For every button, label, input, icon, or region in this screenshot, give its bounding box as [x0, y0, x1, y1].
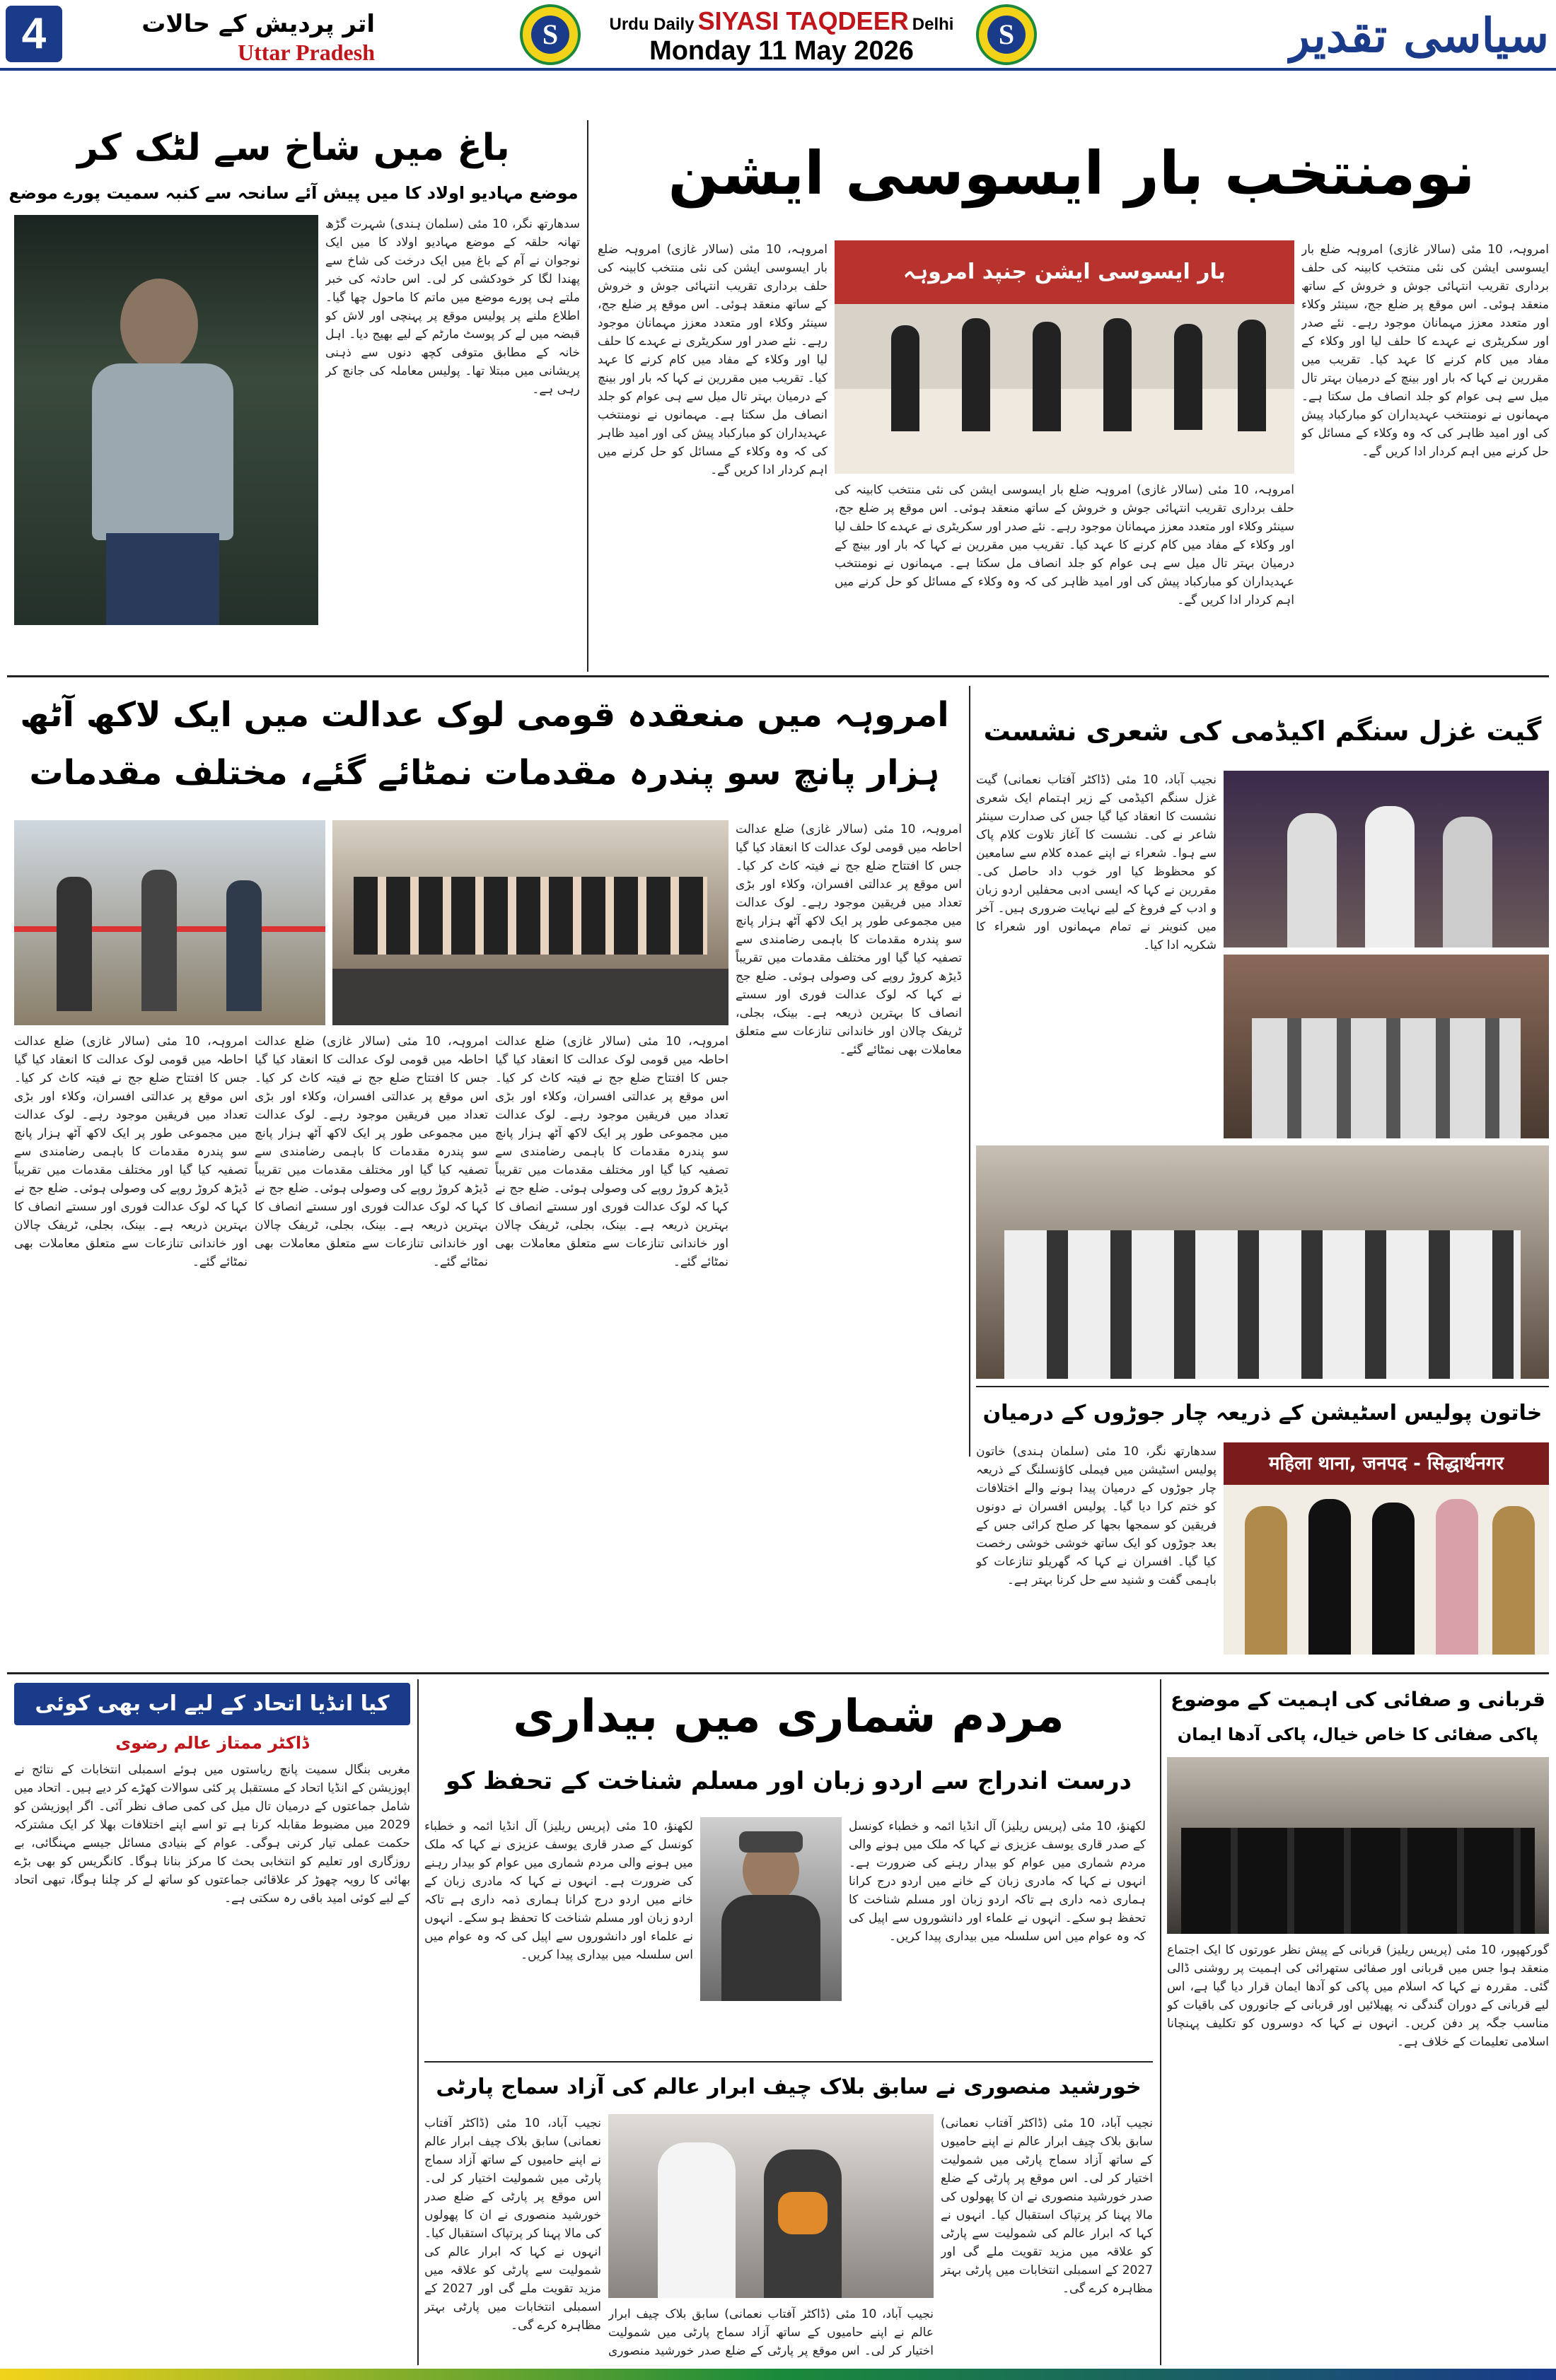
- khurshid-body-1: نجیب آباد، 10 مئی (ڈاکٹر آفتاب نعمانی) سابق بلاک چیف ابرار عالم نے اپنے حامیوں کے ساتھ آزاد سماج پارٹی میں شمولیت اختیار کر لی۔ اس موقع پر پارٹی کے ضلع صدر خورشید منصوری نے ان کا پھولوں کی مالا پہنا کر پرتپاک استقبال کیا۔ انہوں نے کہا کہ ابرار عالم کی شمولیت سے پارٹی کو علاقہ میں مزید تقویت ملے گی اور 2027 کے اسمبلی انتخابات میں پارٹی بہتر مظاہرہ کرے گی۔: [941, 2116, 1153, 2296]
- khurshid-body-2: نجیب آباد، 10 مئی (ڈاکٹر آفتاب نعمانی) سابق بلاک چیف ابرار عالم نے اپنے حامیوں کے ساتھ آزاد سماج پارٹی میں شمولیت اختیار کر لی۔ اس موقع پر پارٹی کے ضلع صدر خورشید منصوری نے ان کا پھولوں کی مالا پہنا کر پرتپاک استقبال کیا۔ انہوں نے کہا کہ ابرار عالم کی شمولیت سے پارٹی کو علاقہ میں مزید تقویت ملے گی اور 2027 کے اسمبلی انتخابات میں پارٹی بہتر مظاہرہ کرے گی۔: [424, 2116, 601, 2333]
- ghazal-photo-3: [976, 1145, 1549, 1379]
- ghazal-photo-2: [1224, 955, 1549, 1138]
- suicide-photo: [14, 215, 318, 625]
- paper-logo: سیاسی تقدیر: [1287, 8, 1549, 63]
- footer-strip: [0, 2369, 1556, 2380]
- qurbani-subheadline: پاکی صفائی کا خاص خیال، پاکی آدھا ایمان: [1177, 1725, 1539, 1744]
- police-station-headline: خاتون پولیس اسٹیشن کے ذریعہ چار جوڑوں کے درمیان: [982, 1401, 1543, 1425]
- bar-association-banner: بار ایسوسی ایشن جنپد امروہہ: [835, 240, 1294, 304]
- lok-adalat-photo-left: [14, 820, 325, 1025]
- paper-label-right: Delhi: [912, 15, 954, 34]
- india-alliance-headline: کیا انڈیا اتحاد کے لیے اب بھی کوئی: [35, 1691, 390, 1716]
- qurbani-photo: [1167, 1757, 1549, 1934]
- india-alliance-author: ڈاکٹر ممتاز عالم رضوی: [115, 1733, 309, 1753]
- ghazal-photo-1: [1224, 771, 1549, 947]
- page-number-badge: [6, 6, 62, 62]
- emblem-right-letter: S: [987, 16, 1026, 54]
- divider-census: [424, 2061, 1153, 2063]
- bar-association-body-2: امروہہ، 10 مئی (سالار غازی) امروہہ ضلع بار ایسوسی ایشن کی نئی منتخب کابینہ کی حلف برداری تقریب انتہائی جوش و خروش کے ساتھ منعقد ہوئی۔ اس موقع پر ضلع جج، سینئر وکلاء اور متعدد معزز مہمانان موجود رہے۔ نئے صدر اور سکریٹری نے عہدے کا حلف لیا اور وکلاء کے مفاد میں کام کرنے کا عہد کیا۔ تقریب میں مقررین نے کہا کہ بار اور بینچ کے درمیان بہتر تال میل سے ہی عوام کو جلد انصاف مل سکتا ہے۔ مہمانوں نے نومنتخب عہدیداران کو مبارکباد پیش کی اور امید ظاہر کی کہ وہ وکلاء کے مسائل کو حل کرنے میں اہم کردار ادا کریں گے۔: [598, 243, 828, 477]
- census-body-2: لکھنؤ، 10 مئی (پریس ریلیز) آل انڈیا ائمہ و خطباء کونسل کے صدر قاری یوسف عزیزی نے کہا کہ ملک میں ہونے والی مردم شماری میں عوام کو بیدار رہنے کی ضرورت ہے۔ انہوں نے کہا کہ مادری زبان کے خانے میں اردو درج کرانا ہماری ذمہ داری ہے تاکہ اردو زبان اور مسلم شناخت کا تحفظ ہو سکے۔ انہوں نے علماء اور دانشوروں سے اپیل کی کہ وہ عوام میں اس سلسلہ میں بیداری پیدا کریں۔: [849, 1819, 1146, 1944]
- census-body-1: لکھنؤ، 10 مئی (پریس ریلیز) آل انڈیا ائمہ و خطباء کونسل کے صدر قاری یوسف عزیزی نے کہا کہ ملک میں ہونے والی مردم شماری میں عوام کو بیدار رہنے کی ضرورت ہے۔ انہوں نے کہا کہ مادری زبان کے خانے میں اردو درج کرانا ہماری ذمہ داری ہے تاکہ اردو زبان اور مسلم شناخت کا تحفظ ہو سکے۔ انہوں نے علماء اور دانشوروں سے اپیل کی کہ وہ عوام میں اس سلسلہ میں بیداری پیدا کریں۔: [424, 1819, 693, 1962]
- bar-association-photo: [835, 240, 1294, 474]
- bar-association-body: امروہہ، 10 مئی (سالار غازی) امروہہ ضلع بار ایسوسی ایشن کی نئی منتخب کابینہ کی حلف برداری تقریب انتہائی جوش و خروش کے ساتھ منعقد ہوئی۔ اس موقع پر ضلع جج، سینئر وکلاء اور متعدد معزز مہمانان موجود رہے۔ نئے صدر اور سکریٹری نے عہدے کا حلف لیا اور وکلاء کے مفاد میں کام کرنے کا عہد کیا۔ تقریب میں مقررین نے کہا کہ بار اور بینچ کے درمیان بہتر تال میل سے ہی عوام کو جلد انصاف مل سکتا ہے۔ مہمانوں نے نومنتخب عہدیداران کو مبارکباد پیش کی اور امید ظاہر کی کہ وہ وکلاء کے مسائل کو حل کرنے میں اہم کردار ادا کریں گے۔: [1301, 243, 1549, 459]
- emblem-left-letter: S: [531, 16, 569, 54]
- police-station-banner: महिला थाना, जनपद - सिद्धार्थनगर: [1224, 1442, 1549, 1485]
- india-alliance-body: مغربی بنگال سمیت پانچ ریاستوں میں ہوئے اسمبلی انتخابات کے نتائج نے اپوزیشن کے انڈیا اتحاد کے مستقبل پر کئی سوالات کھڑے کر دیے ہیں۔ اتحاد میں شامل جماعتوں کے درمیان تال میل کی کمی صاف نظر آئی۔ اگر اپوزیشن کو 2029 میں مضبوط مقابلہ کرنا ہے تو اسے اپنے اختلافات بھلا کر ایک مشترکہ حکمت عملی تیار کرنی ہوگی۔ عوام کے بنیادی مسائل جیسے مہنگائی، بے روزگاری اور تعلیم کو انتخابی بحث کا مرکز بنانا ہوگا۔ کانگریس کو بھی بڑے بھائی کا رویہ چھوڑ کر علاقائی جماعتوں کو ساتھ لے کر چلنا ہوگا، تبھی اتحاد کے لیے کوئی امید باقی رہ سکتی ہے۔: [14, 1763, 410, 1906]
- census-photo: [700, 1817, 842, 2001]
- khurshid-headline: خورشید منصوری نے سابق بلاک چیف ابرار عالم کی آزاد سماج پارٹی: [436, 2075, 1142, 2099]
- divider-h2: [7, 1672, 1549, 1674]
- lok-adalat-headline: امروہہ میں منعقدہ قومی لوک عدالت میں ایک لاکھ آٹھ ہزار پانچ سو پندرہ مقدمات نمٹائے گئے، مختلف مقدمات: [20, 695, 949, 793]
- page-number: 4: [21, 9, 47, 58]
- bar-association-body-3: امروہہ، 10 مئی (سالار غازی) امروہہ ضلع بار ایسوسی ایشن کی نئی منتخب کابینہ کی حلف برداری تقریب انتہائی جوش و خروش کے ساتھ منعقد ہوئی۔ اس موقع پر ضلع جج، سینئر وکلاء اور متعدد معزز مہمانان موجود رہے۔ نئے صدر اور سکریٹری نے عہدے کا حلف لیا اور وکلاء کے مفاد میں کام کرنے کا عہد کیا۔ تقریب میں مقررین نے کہا کہ بار اور بینچ کے درمیان بہتر تال میل سے ہی عوام کو جلد انصاف مل سکتا ہے۔ مہمانوں نے نومنتخب عہدیداران کو مبارکباد پیش کی اور امید ظاہر کی کہ وہ وکلاء کے مسائل کو حل کرنے میں اہم کردار ادا کریں گے۔: [835, 483, 1294, 607]
- divider-h1: [7, 675, 1549, 677]
- bar-association-headline: نومنتخب بار ایسوسی ایشن: [668, 139, 1475, 208]
- divider-police: [976, 1386, 1549, 1387]
- khurshid-body-3: نجیب آباد، 10 مئی (ڈاکٹر آفتاب نعمانی) سابق بلاک چیف ابرار عالم نے اپنے حامیوں کے ساتھ آزاد سماج پارٹی میں شمولیت اختیار کر لی۔ اس موقع پر پارٹی کے ضلع صدر خورشید منصوری: [608, 2307, 934, 2358]
- emblem-left-icon: [520, 4, 581, 65]
- issue-date: Monday 11 May 2026: [649, 36, 914, 66]
- paper-name-line: [601, 7, 962, 35]
- lok-adalat-photo-right: [332, 820, 728, 1025]
- lok-adalat-body-1: امروہہ، 10 مئی (سالار غازی) ضلع عدالت احاطہ میں قومی لوک عدالت کا انعقاد کیا گیا جس کا افتتاح ضلع جج نے فیتہ کاٹ کر کیا۔ اس موقع پر عدالتی افسران، وکلاء اور بڑی تعداد میں فریقین موجود رہے۔ لوک عدالت میں مجموعی طور پر ایک لاکھ آٹھ ہزار پانچ سو پندرہ مقدمات کا باہمی رضامندی سے تصفیہ کیا گیا اور مختلف مقدمات میں تقریباً ڈیڑھ کروڑ روپے کی وصولی ہوئی۔ ضلع جج نے کہا کہ لوک عدالت فوری اور سستے انصاف کا بہترین ذریعہ ہے۔ بینک، بجلی، ٹریفک چالان اور خاندانی تنازعات سے متعلق معاملات بھی نمٹائے گئے۔: [736, 822, 962, 1057]
- census-subheadline: درست اندراج سے اردو زبان اور مسلم شناخت کے تحفظ کو: [446, 1767, 1132, 1795]
- lok-adalat-body-4: امروہہ، 10 مئی (سالار غازی) ضلع عدالت احاطہ میں قومی لوک عدالت کا انعقاد کیا گیا جس کا افتتاح ضلع جج نے فیتہ کاٹ کر کیا۔ اس موقع پر عدالتی افسران، وکلاء اور بڑی تعداد میں فریقین موجود رہے۔ لوک عدالت میں مجموعی طور پر ایک لاکھ آٹھ ہزار پانچ سو پندرہ مقدمات کا باہمی رضامندی سے تصفیہ کیا گیا اور مختلف مقدمات میں تقریباً ڈیڑھ کروڑ روپے کی وصولی ہوئی۔ ضلع جج نے کہا کہ لوک عدالت فوری اور سستے انصاف کا بہترین ذریعہ ہے۔ بینک، بجلی، ٹریفک چالان اور خاندانی تنازعات سے متعلق معاملات بھی نمٹائے گئے۔: [495, 1034, 728, 1269]
- qurbani-headline: قربانی و صفائی کی اہمیت کے موضوع: [1171, 1688, 1545, 1711]
- masthead: [0, 0, 1556, 71]
- divider-bottom-right: [1160, 1679, 1161, 2365]
- qurbani-body: گورکھپور، 10 مئی (پریس ریلیز) قربانی کے پیش نظر عورتوں کا ایک اجتماع منعقد ہوا جس میں قربانی اور صفائی ستھرائی کی اہمیت پر روشنی ڈالی گئی۔ مقررہ نے کہا کہ اسلام میں پاکی کو آدھا ایمان قرار دیا گیا ہے، اس لیے قربانی کے دوران گندگی نہ پھیلائیں اور قربانی کے جانوروں کی باقیات کو مناسب جگہ پر دفن کریں۔ انہوں نے کہا کہ دوسروں کو تکلیف پہنچانا اسلامی تعلیمات کے خلاف ہے۔: [1167, 1943, 1549, 2049]
- ghazal-academy-body: نجیب آباد، 10 مئی (ڈاکٹر آفتاب نعمانی) گیت غزل سنگم اکیڈمی کے زیر اہتمام ایک شعری نشست کا انعقاد کیا گیا جس کی صدارت سینئر شاعر نے کی۔ نشست کا آغاز تلاوت کلام پاک سے ہوا۔ شعراء نے اپنے عمدہ کلام سے سامعین کو محظوظ کیا اور خوب داد حاصل کی۔ مقررین نے کہا کہ ایسی ادبی محفلیں اردو زبان و ادب کے فروغ کے لیے نہایت ضروری ہیں۔ آخر میں کنوینر نے تمام مہمانوں اور شعراء کا شکریہ ادا کیا۔: [976, 773, 1217, 952]
- suicide-body: سدھارتھ نگر، 10 مئی (سلمان ہندی) شہرت گڑھ تھانہ حلقہ کے موضع مہادیو اولاد کا میں ایک نوجوان نے آم کے باغ میں ایک درخت کی شاخ سے پھندا لگا کر خودکشی کر لی۔ اس حادثہ کی خبر ملتے ہی پورے موضع میں ماتم کا ماحول چھا گیا۔ اطلاع ملنے پر پولیس موقع پر پہنچی اور لاش کو قبضہ میں لے کر پوسٹ مارٹم کے لیے بھیج دیا۔ اہل خانہ کے مطابق متوفی کچھ دنوں سے ذہنی پریشانی میں مبتلا تھا۔ پولیس معاملہ کی جانچ کر رہی ہے۔: [325, 217, 580, 397]
- census-headline: مردم شماری میں بیداری: [513, 1691, 1064, 1743]
- paper-name: SIYASI TAQDEER: [697, 7, 909, 35]
- section-urdu: اتر پردیش کے حالات: [141, 10, 375, 38]
- divider-mid-vertical: [969, 686, 970, 1457]
- section-english: Uttar Pradesh: [237, 40, 375, 65]
- lok-adalat-body-2: امروہہ، 10 مئی (سالار غازی) ضلع عدالت احاطہ میں قومی لوک عدالت کا انعقاد کیا گیا جس کا افتتاح ضلع جج نے فیتہ کاٹ کر کیا۔ اس موقع پر عدالتی افسران، وکلاء اور بڑی تعداد میں فریقین موجود رہے۔ لوک عدالت میں مجموعی طور پر ایک لاکھ آٹھ ہزار پانچ سو پندرہ مقدمات کا باہمی رضامندی سے تصفیہ کیا گیا اور مختلف مقدمات میں تقریباً ڈیڑھ کروڑ روپے کی وصولی ہوئی۔ ضلع جج نے کہا کہ لوک عدالت فوری اور سستے انصاف کا بہترین ذریعہ ہے۔ بینک، بجلی، ٹریفک چالان اور خاندانی تنازعات سے متعلق معاملات بھی نمٹائے گئے۔: [14, 1034, 248, 1269]
- emblem-right-icon: [976, 4, 1037, 65]
- police-station-photo: [1224, 1442, 1549, 1655]
- paper-label-left: Urdu Daily: [609, 15, 695, 34]
- divider-bottom-left: [417, 1679, 419, 2365]
- divider-top-vertical: [587, 120, 588, 672]
- suicide-subheadline: موضع مہادیو اولاد کا میں پیش آئے سانحہ سے کنبہ سمیت پورے موضع: [8, 183, 579, 203]
- suicide-headline: باغ میں شاخ سے لٹک کر: [77, 127, 510, 169]
- ghazal-academy-headline: گیت غزل سنگم اکیڈمی کی شعری نشست: [983, 716, 1542, 747]
- police-station-body: سدھارتھ نگر، 10 مئی (سلمان ہندی) خاتون پولیس اسٹیشن میں فیملی کاؤنسلنگ کے ذریعہ چار جوڑوں کے درمیان پیدا ہونے والے اختلافات کو ختم کرا دیا گیا۔ پولیس افسران نے دونوں فریقین کو سمجھا بجھا کر صلح کرائی جس کے بعد جوڑوں کو ایک ساتھ خوشی خوشی رخصت کیا گیا۔ افسران نے کہا کہ گھریلو تنازعات کو باہمی گفت و شنید سے حل کرنا بہتر ہے۔: [976, 1445, 1217, 1587]
- khurshid-photo: [608, 2114, 934, 2298]
- india-alliance-header: [14, 1683, 410, 1725]
- lok-adalat-body-3: امروہہ، 10 مئی (سالار غازی) ضلع عدالت احاطہ میں قومی لوک عدالت کا انعقاد کیا گیا جس کا افتتاح ضلع جج نے فیتہ کاٹ کر کیا۔ اس موقع پر عدالتی افسران، وکلاء اور بڑی تعداد میں فریقین موجود رہے۔ لوک عدالت میں مجموعی طور پر ایک لاکھ آٹھ ہزار پانچ سو پندرہ مقدمات کا باہمی رضامندی سے تصفیہ کیا گیا اور مختلف مقدمات میں تقریباً ڈیڑھ کروڑ روپے کی وصولی ہوئی۔ ضلع جج نے کہا کہ لوک عدالت فوری اور سستے انصاف کا بہترین ذریعہ ہے۔ بینک، بجلی، ٹریفک چالان اور خاندانی تنازعات سے متعلق معاملات بھی نمٹائے گئے۔: [255, 1034, 488, 1269]
